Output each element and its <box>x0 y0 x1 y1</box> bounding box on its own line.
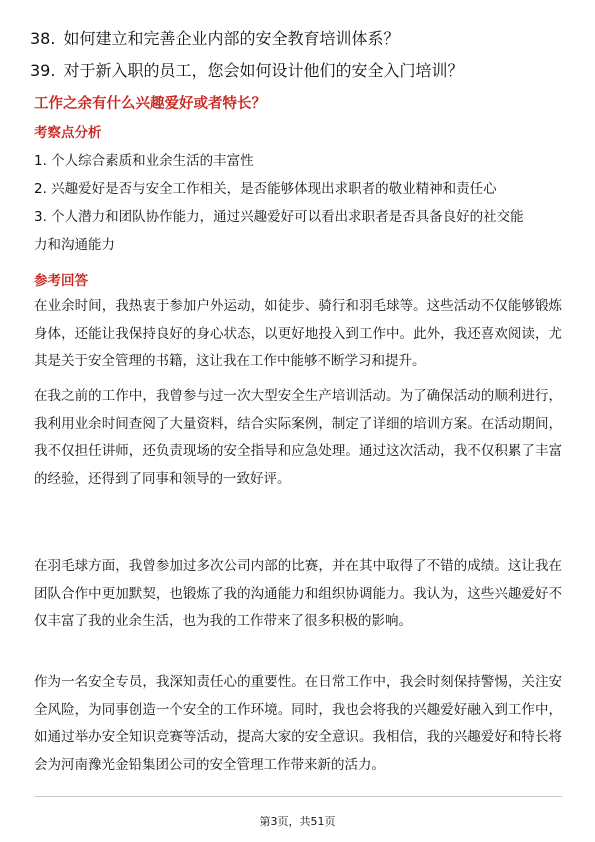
question-number: 38. <box>30 29 56 48</box>
answer-paragraph-4: 作为一名安全专员，我深知责任心的重要性。在日常工作中，我会时刻保持警惕，关注安全风险，为同事创造一个安全的工作环境。同时，我也会将我的兴趣爱好融入到工作中，如通过举办安全知识竞赛等活动，提高大家的安全意识。我相信，我的兴趣爱好和特长将会为河南豫光金铅集团公司的安全管理工作带来新的活力。 <box>34 674 562 773</box>
current-question-title: 工作之余有什么兴趣爱好或者特长？ <box>34 96 266 112</box>
analysis-point-1: 1. 个人综合素质和业余生活的丰富性 <box>34 153 254 169</box>
answer-paragraph-3: 在羽毛球方面，我曾参加过多次公司内部的比赛，并在其中取得了不错的成绩。这让我在团队合作中更加默契，也锻炼了我的沟通能力和组织协调能力。我认为，这些兴趣爱好不仅丰富了我的业余生活，也为我的工作带来了很多积极的影响。 <box>34 558 562 629</box>
question-item-38 <box>30 27 399 51</box>
answer-paragraph-1: 在业余时间，我热衷于参加户外运动，如徒步、骑行和羽毛球等。这些活动不仅能够锻炼身体，还能让我保持良好的身心状态，以更好地投入到工作中。此外，我还喜欢阅读，尤其是关于安全管理的书籍，这让我在工作中能够不断学习和提升。 <box>34 298 562 369</box>
analysis-point-3-continued: 力和沟通能力 <box>34 237 115 253</box>
analysis-heading: 考察点分析 <box>34 125 102 141</box>
question-text: 如何建立和完善企业内部的安全教育培训体系？ <box>63 29 400 48</box>
footer-divider <box>34 796 562 797</box>
analysis-point-2: 2. 兴趣爱好是否与安全工作相关，是否能够体现出求职者的敬业精神和责任心 <box>34 181 497 197</box>
answer-heading: 参考回答 <box>34 273 88 289</box>
question-text: 对于新入职的员工，您会如何设计他们的安全入门培训？ <box>63 61 464 80</box>
answer-paragraph-2: 在我之前的工作中，我曾参与过一次大型安全生产培训活动。为了确保活动的顺利进行，我利用业余时间查阅了大量资料，结合实际案例，制定了详细的培训方案。在活动期间，我不仅担任讲师，还负责现场的安全指导和应急处理。通过这次活动，我不仅积累了丰富的经验，还得到了同事和领导的一致好评。 <box>34 388 562 487</box>
page-number: 第3页，共51页 <box>259 815 336 828</box>
question-item-39 <box>30 59 463 83</box>
analysis-point-3: 3. 个人潜力和团队协作能力，通过兴趣爱好可以看出求职者是否具备良好的社交能 <box>34 209 524 225</box>
question-number: 39. <box>30 61 56 80</box>
